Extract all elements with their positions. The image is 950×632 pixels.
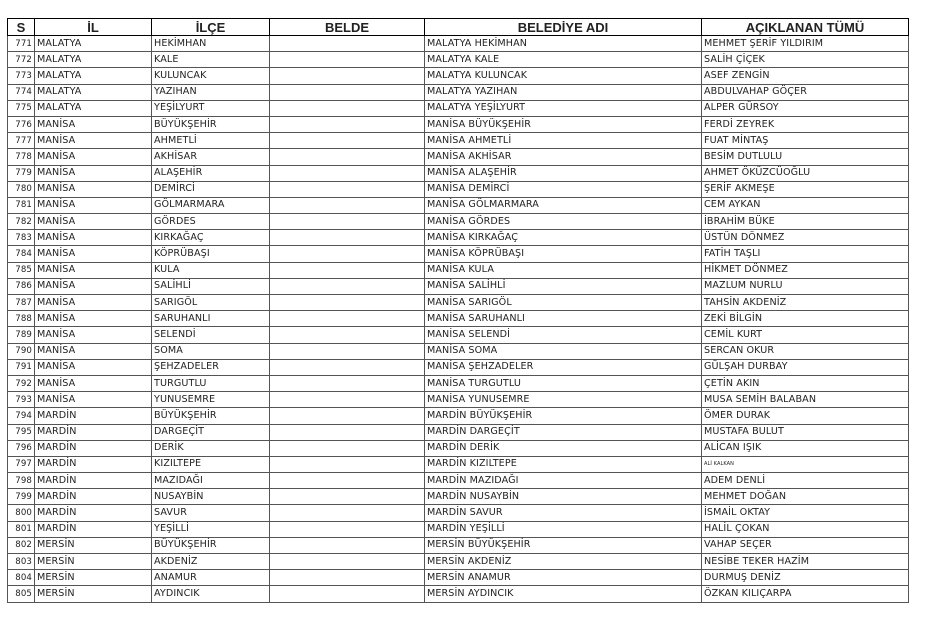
cell-aciklanan: MUSA SEMİH BALABAN	[702, 392, 909, 408]
cell-ilce: KIRKAĞAÇ	[152, 230, 270, 246]
cell-aciklanan: ZEKİ BİLGİN	[702, 311, 909, 327]
cell-belediye-adi: MANİSA YUNUSEMRE	[425, 392, 702, 408]
cell-il: MERSİN	[35, 570, 152, 586]
table-row	[8, 343, 909, 359]
cell-aciklanan: MUSTAFA BULUT	[702, 424, 909, 440]
cell-ilce: BÜYÜKŞEHİR	[152, 537, 270, 553]
table-row	[8, 133, 909, 149]
cell-ilce: KULA	[152, 262, 270, 278]
table-row	[8, 505, 909, 521]
table-row	[8, 230, 909, 246]
cell-il: MANİSA	[35, 230, 152, 246]
cell-no: 786	[8, 278, 35, 294]
cell-no: 790	[8, 343, 35, 359]
cell-aciklanan: ALİCAN IŞIK	[702, 440, 909, 456]
cell-ilce: ŞEHZADELER	[152, 359, 270, 375]
cell-aciklanan: FATİH TAŞLI	[702, 246, 909, 262]
cell-aciklanan: AHMET ÖKÜZCÜOĞLU	[702, 165, 909, 181]
cell-belde	[270, 521, 425, 537]
cell-belde	[270, 440, 425, 456]
cell-il: MANİSA	[35, 116, 152, 132]
cell-no: 804	[8, 570, 35, 586]
table-row	[8, 392, 909, 408]
cell-ilce: SOMA	[152, 343, 270, 359]
cell-no: 802	[8, 537, 35, 553]
table-header	[8, 19, 909, 36]
header-il: İL	[35, 19, 152, 36]
table-row	[8, 262, 909, 278]
cell-no: 783	[8, 230, 35, 246]
cell-belde	[270, 116, 425, 132]
table-row	[8, 440, 909, 456]
cell-belde	[270, 327, 425, 343]
cell-belde	[270, 554, 425, 570]
cell-il: MANİSA	[35, 214, 152, 230]
cell-ilce: HEKİMHAN	[152, 36, 270, 52]
cell-belde	[270, 165, 425, 181]
cell-il: MANİSA	[35, 181, 152, 197]
cell-belediye-adi: MANİSA TURGUTLU	[425, 375, 702, 391]
cell-belediye-adi: MANİSA DEMİRCİ	[425, 181, 702, 197]
table-row	[8, 359, 909, 375]
cell-belediye-adi: MANİSA KULA	[425, 262, 702, 278]
cell-aciklanan: GÜLŞAH DURBAY	[702, 359, 909, 375]
cell-no: 771	[8, 36, 35, 52]
cell-ilce: SELENDİ	[152, 327, 270, 343]
table-row	[8, 424, 909, 440]
table-row	[8, 473, 909, 489]
cell-belediye-adi: MANİSA KIRKAĞAÇ	[425, 230, 702, 246]
table-row	[8, 100, 909, 116]
cell-il: MANİSA	[35, 375, 152, 391]
table-row	[8, 586, 909, 602]
cell-belediye-adi: MERSİN ANAMUR	[425, 570, 702, 586]
cell-il: MARDİN	[35, 489, 152, 505]
cell-belediye-adi: MANİSA ŞEHZADELER	[425, 359, 702, 375]
cell-no: 793	[8, 392, 35, 408]
cell-il: MANİSA	[35, 327, 152, 343]
header-s: S	[8, 19, 35, 36]
cell-ilce: GÖRDES	[152, 214, 270, 230]
cell-belde	[270, 489, 425, 505]
cell-belde	[270, 359, 425, 375]
cell-belde	[270, 408, 425, 424]
table-body	[8, 36, 909, 603]
cell-no: 798	[8, 473, 35, 489]
cell-aciklanan: MAZLUM NURLU	[702, 278, 909, 294]
cell-no: 781	[8, 197, 35, 213]
cell-il: MARDİN	[35, 424, 152, 440]
table-row	[8, 570, 909, 586]
table-row	[8, 181, 909, 197]
cell-belediye-adi: MALATYA YEŞİLYURT	[425, 100, 702, 116]
cell-belediye-adi: MARDİN YEŞİLLİ	[425, 521, 702, 537]
cell-belde	[270, 36, 425, 52]
cell-aciklanan: SALİH ÇİÇEK	[702, 52, 909, 68]
cell-belde	[270, 570, 425, 586]
cell-aciklanan: ÖZKAN KILIÇARPA	[702, 586, 909, 602]
cell-il: MALATYA	[35, 52, 152, 68]
table-row	[8, 214, 909, 230]
cell-no: 803	[8, 554, 35, 570]
cell-il: MANİSA	[35, 392, 152, 408]
table-row	[8, 149, 909, 165]
cell-no: 792	[8, 375, 35, 391]
cell-aciklanan: MEHMET DOĞAN	[702, 489, 909, 505]
cell-ilce: AKHİSAR	[152, 149, 270, 165]
cell-il: MERSİN	[35, 586, 152, 602]
cell-belediye-adi: MARDİN BÜYÜKŞEHİR	[425, 408, 702, 424]
cell-belde	[270, 375, 425, 391]
cell-no: 800	[8, 505, 35, 521]
cell-no: 777	[8, 133, 35, 149]
cell-belediye-adi: MANİSA KÖPRÜBAŞI	[425, 246, 702, 262]
cell-il: MARDİN	[35, 521, 152, 537]
cell-il: MARDİN	[35, 440, 152, 456]
cell-aciklanan: TAHSİN AKDENİZ	[702, 295, 909, 311]
cell-il: MANİSA	[35, 165, 152, 181]
cell-il: MANİSA	[35, 343, 152, 359]
cell-belediye-adi: MALATYA YAZIHAN	[425, 84, 702, 100]
cell-no: 795	[8, 424, 35, 440]
cell-belde	[270, 181, 425, 197]
cell-belde	[270, 311, 425, 327]
cell-aciklanan: ASEF ZENGİN	[702, 68, 909, 84]
table-row	[8, 408, 909, 424]
table-row	[8, 84, 909, 100]
cell-no: 805	[8, 586, 35, 602]
cell-aciklanan: İBRAHİM BÜKE	[702, 214, 909, 230]
cell-belediye-adi: MANİSA BÜYÜKŞEHİR	[425, 116, 702, 132]
cell-belde	[270, 100, 425, 116]
cell-belediye-adi: MERSİN AKDENİZ	[425, 554, 702, 570]
cell-aciklanan: HİKMET DÖNMEZ	[702, 262, 909, 278]
cell-belde	[270, 424, 425, 440]
cell-ilce: AHMETLİ	[152, 133, 270, 149]
cell-belediye-adi: MALATYA KALE	[425, 52, 702, 68]
cell-ilce: ANAMUR	[152, 570, 270, 586]
table-row	[8, 165, 909, 181]
cell-belde	[270, 473, 425, 489]
cell-no: 784	[8, 246, 35, 262]
cell-no: 776	[8, 116, 35, 132]
header-aciklanan-tumu: AÇIKLANAN TÜMÜ	[702, 19, 909, 36]
cell-belde	[270, 392, 425, 408]
cell-no: 794	[8, 408, 35, 424]
cell-belde	[270, 133, 425, 149]
cell-belediye-adi: MANİSA SELENDİ	[425, 327, 702, 343]
cell-ilce: YEŞİLYURT	[152, 100, 270, 116]
cell-il: MANİSA	[35, 262, 152, 278]
cell-belde	[270, 197, 425, 213]
cell-no: 797	[8, 456, 35, 472]
cell-no: 791	[8, 359, 35, 375]
cell-belde	[270, 343, 425, 359]
cell-aciklanan: ABDULVAHAP GÖÇER	[702, 84, 909, 100]
cell-aciklanan: ÖMER DURAK	[702, 408, 909, 424]
cell-belde	[270, 230, 425, 246]
table-row	[8, 489, 909, 505]
table-row	[8, 554, 909, 570]
cell-aciklanan: ADEM DENLİ	[702, 473, 909, 489]
cell-no: 789	[8, 327, 35, 343]
cell-il: MANİSA	[35, 149, 152, 165]
cell-ilce: AKDENİZ	[152, 554, 270, 570]
cell-ilce: NUSAYBİN	[152, 489, 270, 505]
cell-il: MANİSA	[35, 197, 152, 213]
cell-il: MERSİN	[35, 554, 152, 570]
cell-no: 796	[8, 440, 35, 456]
header-belediye-adi: BELEDİYE ADI	[425, 19, 702, 36]
cell-no: 785	[8, 262, 35, 278]
header-ilce: İLÇE	[152, 19, 270, 36]
cell-belediye-adi: MANİSA SARUHANLI	[425, 311, 702, 327]
cell-il: MANİSA	[35, 311, 152, 327]
cell-belediye-adi: MARDİN DERİK	[425, 440, 702, 456]
cell-aciklanan: CEMİL KURT	[702, 327, 909, 343]
table-row	[8, 246, 909, 262]
cell-belediye-adi: MARDİN KIZILTEPE	[425, 456, 702, 472]
cell-aciklanan: HALİL ÇOKAN	[702, 521, 909, 537]
cell-belediye-adi: MALATYA HEKİMHAN	[425, 36, 702, 52]
cell-aciklanan: FUAT MİNTAŞ	[702, 133, 909, 149]
cell-belde	[270, 149, 425, 165]
cell-ilce: DARGEÇİT	[152, 424, 270, 440]
cell-belediye-adi: MARDİN MAZIDAĞI	[425, 473, 702, 489]
cell-aciklanan: CEM AYKAN	[702, 197, 909, 213]
cell-aciklanan: DURMUŞ DENİZ	[702, 570, 909, 586]
cell-ilce: KIZILTEPE	[152, 456, 270, 472]
cell-belde	[270, 262, 425, 278]
cell-no: 775	[8, 100, 35, 116]
cell-il: MANİSA	[35, 133, 152, 149]
cell-no: 773	[8, 68, 35, 84]
cell-il: MANİSA	[35, 246, 152, 262]
cell-belediye-adi: MANİSA AKHİSAR	[425, 149, 702, 165]
cell-il: MARDİN	[35, 473, 152, 489]
cell-belde	[270, 84, 425, 100]
cell-belde	[270, 246, 425, 262]
cell-ilce: SALİHLİ	[152, 278, 270, 294]
cell-belediye-adi: MANİSA SALİHLİ	[425, 278, 702, 294]
cell-belediye-adi: MANİSA GÖLMARMARA	[425, 197, 702, 213]
cell-aciklanan: SERCAN OKUR	[702, 343, 909, 359]
cell-belde	[270, 456, 425, 472]
cell-ilce: KÖPRÜBAŞI	[152, 246, 270, 262]
cell-il: MANİSA	[35, 295, 152, 311]
cell-belediye-adi: MANİSA AHMETLİ	[425, 133, 702, 149]
cell-ilce: TURGUTLU	[152, 375, 270, 391]
cell-il: MARDİN	[35, 505, 152, 521]
header-belde: BELDE	[270, 19, 425, 36]
cell-ilce: SAVUR	[152, 505, 270, 521]
table-row	[8, 327, 909, 343]
cell-ilce: KULUNCAK	[152, 68, 270, 84]
cell-no: 780	[8, 181, 35, 197]
cell-aciklanan: ŞERİF AKMEŞE	[702, 181, 909, 197]
cell-il: MARDİN	[35, 408, 152, 424]
cell-no: 774	[8, 84, 35, 100]
cell-no: 779	[8, 165, 35, 181]
cell-aciklanan: MEHMET ŞERİF YILDIRIM	[702, 36, 909, 52]
cell-no: 782	[8, 214, 35, 230]
cell-belediye-adi: MARDİN SAVUR	[425, 505, 702, 521]
cell-belde	[270, 505, 425, 521]
cell-belediye-adi: MARDİN NUSAYBİN	[425, 489, 702, 505]
cell-belde	[270, 295, 425, 311]
table-row	[8, 537, 909, 553]
cell-ilce: YUNUSEMRE	[152, 392, 270, 408]
cell-aciklanan: BESİM DUTLULU	[702, 149, 909, 165]
cell-belde	[270, 278, 425, 294]
header-row	[8, 19, 909, 36]
cell-il: MERSİN	[35, 537, 152, 553]
cell-no: 799	[8, 489, 35, 505]
cell-ilce: MAZIDAĞI	[152, 473, 270, 489]
cell-ilce: YAZIHAN	[152, 84, 270, 100]
cell-ilce: ALAŞEHİR	[152, 165, 270, 181]
cell-belediye-adi: MALATYA KULUNCAK	[425, 68, 702, 84]
cell-aciklanan: ÇETİN AKIN	[702, 375, 909, 391]
cell-belde	[270, 214, 425, 230]
cell-ilce: SARIGÖL	[152, 295, 270, 311]
cell-aciklanan: FERDİ ZEYREK	[702, 116, 909, 132]
cell-no: 778	[8, 149, 35, 165]
cell-il: MALATYA	[35, 100, 152, 116]
cell-aciklanan: İSMAİL OKTAY	[702, 505, 909, 521]
cell-il: MALATYA	[35, 84, 152, 100]
cell-belediye-adi: MANİSA SOMA	[425, 343, 702, 359]
cell-aciklanan: ALPER GÜRSOY	[702, 100, 909, 116]
table-row	[8, 36, 909, 52]
cell-no: 788	[8, 311, 35, 327]
cell-belediye-adi: MERSİN BÜYÜKŞEHİR	[425, 537, 702, 553]
cell-ilce: KALE	[152, 52, 270, 68]
table-row	[8, 116, 909, 132]
cell-aciklanan: NESİBE TEKER HAZİM	[702, 554, 909, 570]
cell-ilce: SARUHANLI	[152, 311, 270, 327]
cell-il: MANİSA	[35, 278, 152, 294]
table-row	[8, 295, 909, 311]
table-row	[8, 456, 909, 472]
cell-belediye-adi: MANİSA SARIGÖL	[425, 295, 702, 311]
cell-no: 772	[8, 52, 35, 68]
cell-ilce: BÜYÜKŞEHİR	[152, 408, 270, 424]
cell-no: 787	[8, 295, 35, 311]
cell-belediye-adi: MANİSA ALAŞEHİR	[425, 165, 702, 181]
table-row	[8, 278, 909, 294]
cell-aciklanan: VAHAP SEÇER	[702, 537, 909, 553]
cell-belde	[270, 586, 425, 602]
candidate-table	[7, 18, 909, 603]
cell-ilce: YEŞİLLİ	[152, 521, 270, 537]
table-row	[8, 375, 909, 391]
table-row	[8, 197, 909, 213]
cell-belediye-adi: MERSİN AYDINCIK	[425, 586, 702, 602]
cell-il: MALATYA	[35, 68, 152, 84]
cell-ilce: AYDINCIK	[152, 586, 270, 602]
cell-belediye-adi: MANİSA GÖRDES	[425, 214, 702, 230]
table-row	[8, 311, 909, 327]
cell-no: 801	[8, 521, 35, 537]
cell-il: MARDİN	[35, 456, 152, 472]
cell-ilce: DERİK	[152, 440, 270, 456]
cell-ilce: DEMİRCİ	[152, 181, 270, 197]
cell-belediye-adi: MARDİN DARGEÇİT	[425, 424, 702, 440]
cell-belde	[270, 52, 425, 68]
cell-ilce: BÜYÜKŞEHİR	[152, 116, 270, 132]
cell-aciklanan: ALİ KALKAN	[702, 456, 909, 472]
cell-belde	[270, 68, 425, 84]
cell-il: MANİSA	[35, 359, 152, 375]
table-row	[8, 521, 909, 537]
table-row	[8, 68, 909, 84]
cell-aciklanan: ÜSTÜN DÖNMEZ	[702, 230, 909, 246]
cell-il: MALATYA	[35, 36, 152, 52]
cell-belde	[270, 537, 425, 553]
table-row	[8, 52, 909, 68]
cell-ilce: GÖLMARMARA	[152, 197, 270, 213]
